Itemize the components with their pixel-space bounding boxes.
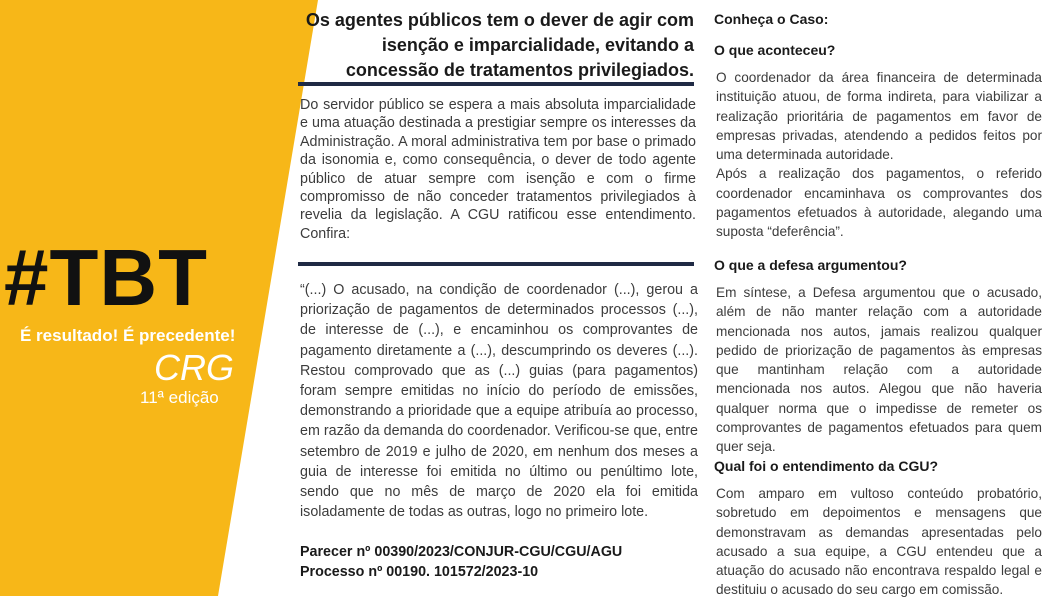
hashtag-title: #TBT [4, 233, 208, 322]
answer-what-happened [716, 68, 1042, 242]
answer-what-happened-p1: O coordenador da área financeira de determinada instituição atuou, de forma indireta, para viabilizar a realização prioritária de pagamentos em favor de empresas privadas, atendendo a pedidos feitos por uma determinada autoridade. [716, 70, 1042, 163]
edition-label: 11ª edição [140, 388, 219, 407]
parecer-reference: Parecer nº 00390/2023/CONJUR-CGU/CGU/AGU [300, 544, 623, 560]
answer-defense: Em síntese, a Defesa argumentou que o acusado, além de não manter relação com a autoridade mencionada nos autos, jamais realizou qualquer pedido de priorização de pagamentos às empresas que mantinham relação com a autoridade mencionada nos autos. Alegou que não haveria qualquer norma que o impedisse de remeter os comprovantes de pagamentos efetuados para quem quer seja. [716, 285, 1042, 455]
branding-panel [0, 0, 330, 596]
case-title: Conheça o Caso: [714, 11, 829, 27]
headline: Os agentes públicos tem o dever de agir com isenção e imparcialidade, evitando a concessão de tratamentos privilegiados. [305, 10, 694, 80]
question-what-happened: O que aconteceu? [714, 42, 836, 58]
slogan: É resultado! É precedente! [20, 326, 236, 345]
quote-paragraph: “(...) O acusado, na condição de coordenador (...), gerou a priorização de pagamentos de determinados processos (...), de interesse de (...), e encaminhou os comprovantes de pagamento diretamente a (...), descumprindo os deveres (...). Restou comprovado que as (...) guias (para pagamentos) foram sempre emitidas no início do período de emissões, demonstrando a prioridade que a equipe atribuía ao processo, em razão da demanda do coordenador. Verificou-se que, entre setembro de 2019 e julho de 2020, em nenhum dos meses a guia de interesse foi emitida no último ou penúltimo lote, sendo que no mês de março de 2020 ela foi emitida isoladamente de todas as outras, logo no primeiro lote. [300, 282, 698, 521]
question-defense: O que a defesa argumentou? [714, 257, 907, 273]
quote-divider [298, 262, 694, 266]
question-cgu-understanding: Qual foi o entendimento da CGU? [714, 458, 938, 474]
unit-name: CRG [154, 347, 234, 388]
answer-what-happened-p2: Após a realização dos pagamentos, o referido coordenador encaminhava os comprovantes dos pagamentos efetuados à autoridade, alegando uma suposta “deferência”. [716, 166, 1042, 240]
intro-paragraph: Do servidor público se espera a mais absoluta imparcialidade e uma atuação destinada a prestigiar sempre os interesses da Administração. A moral administrativa tem por base o primado da isonomia e, como consequência, o dever de todo agente público de atuar sempre com isenção e com o firme compromisso de não conceder tratamentos privilegiados à revelia da legislação. A CGU ratificou esse entendimento. Confira: [300, 97, 696, 242]
processo-reference: Processo nº 00190. 101572/2023-10 [300, 564, 539, 580]
answer-cgu-understanding: Com amparo em vultoso conteúdo probatório, sobretudo em depoimentos e mensagens que demonstravam as demandas apresentadas pelo acusado a sua equipe, a CGU entendeu que a atuação do acusado não encontrava respaldo legal e destituiu o acusado do seu cargo em comissão. [716, 486, 1042, 598]
headline-divider [298, 82, 694, 86]
